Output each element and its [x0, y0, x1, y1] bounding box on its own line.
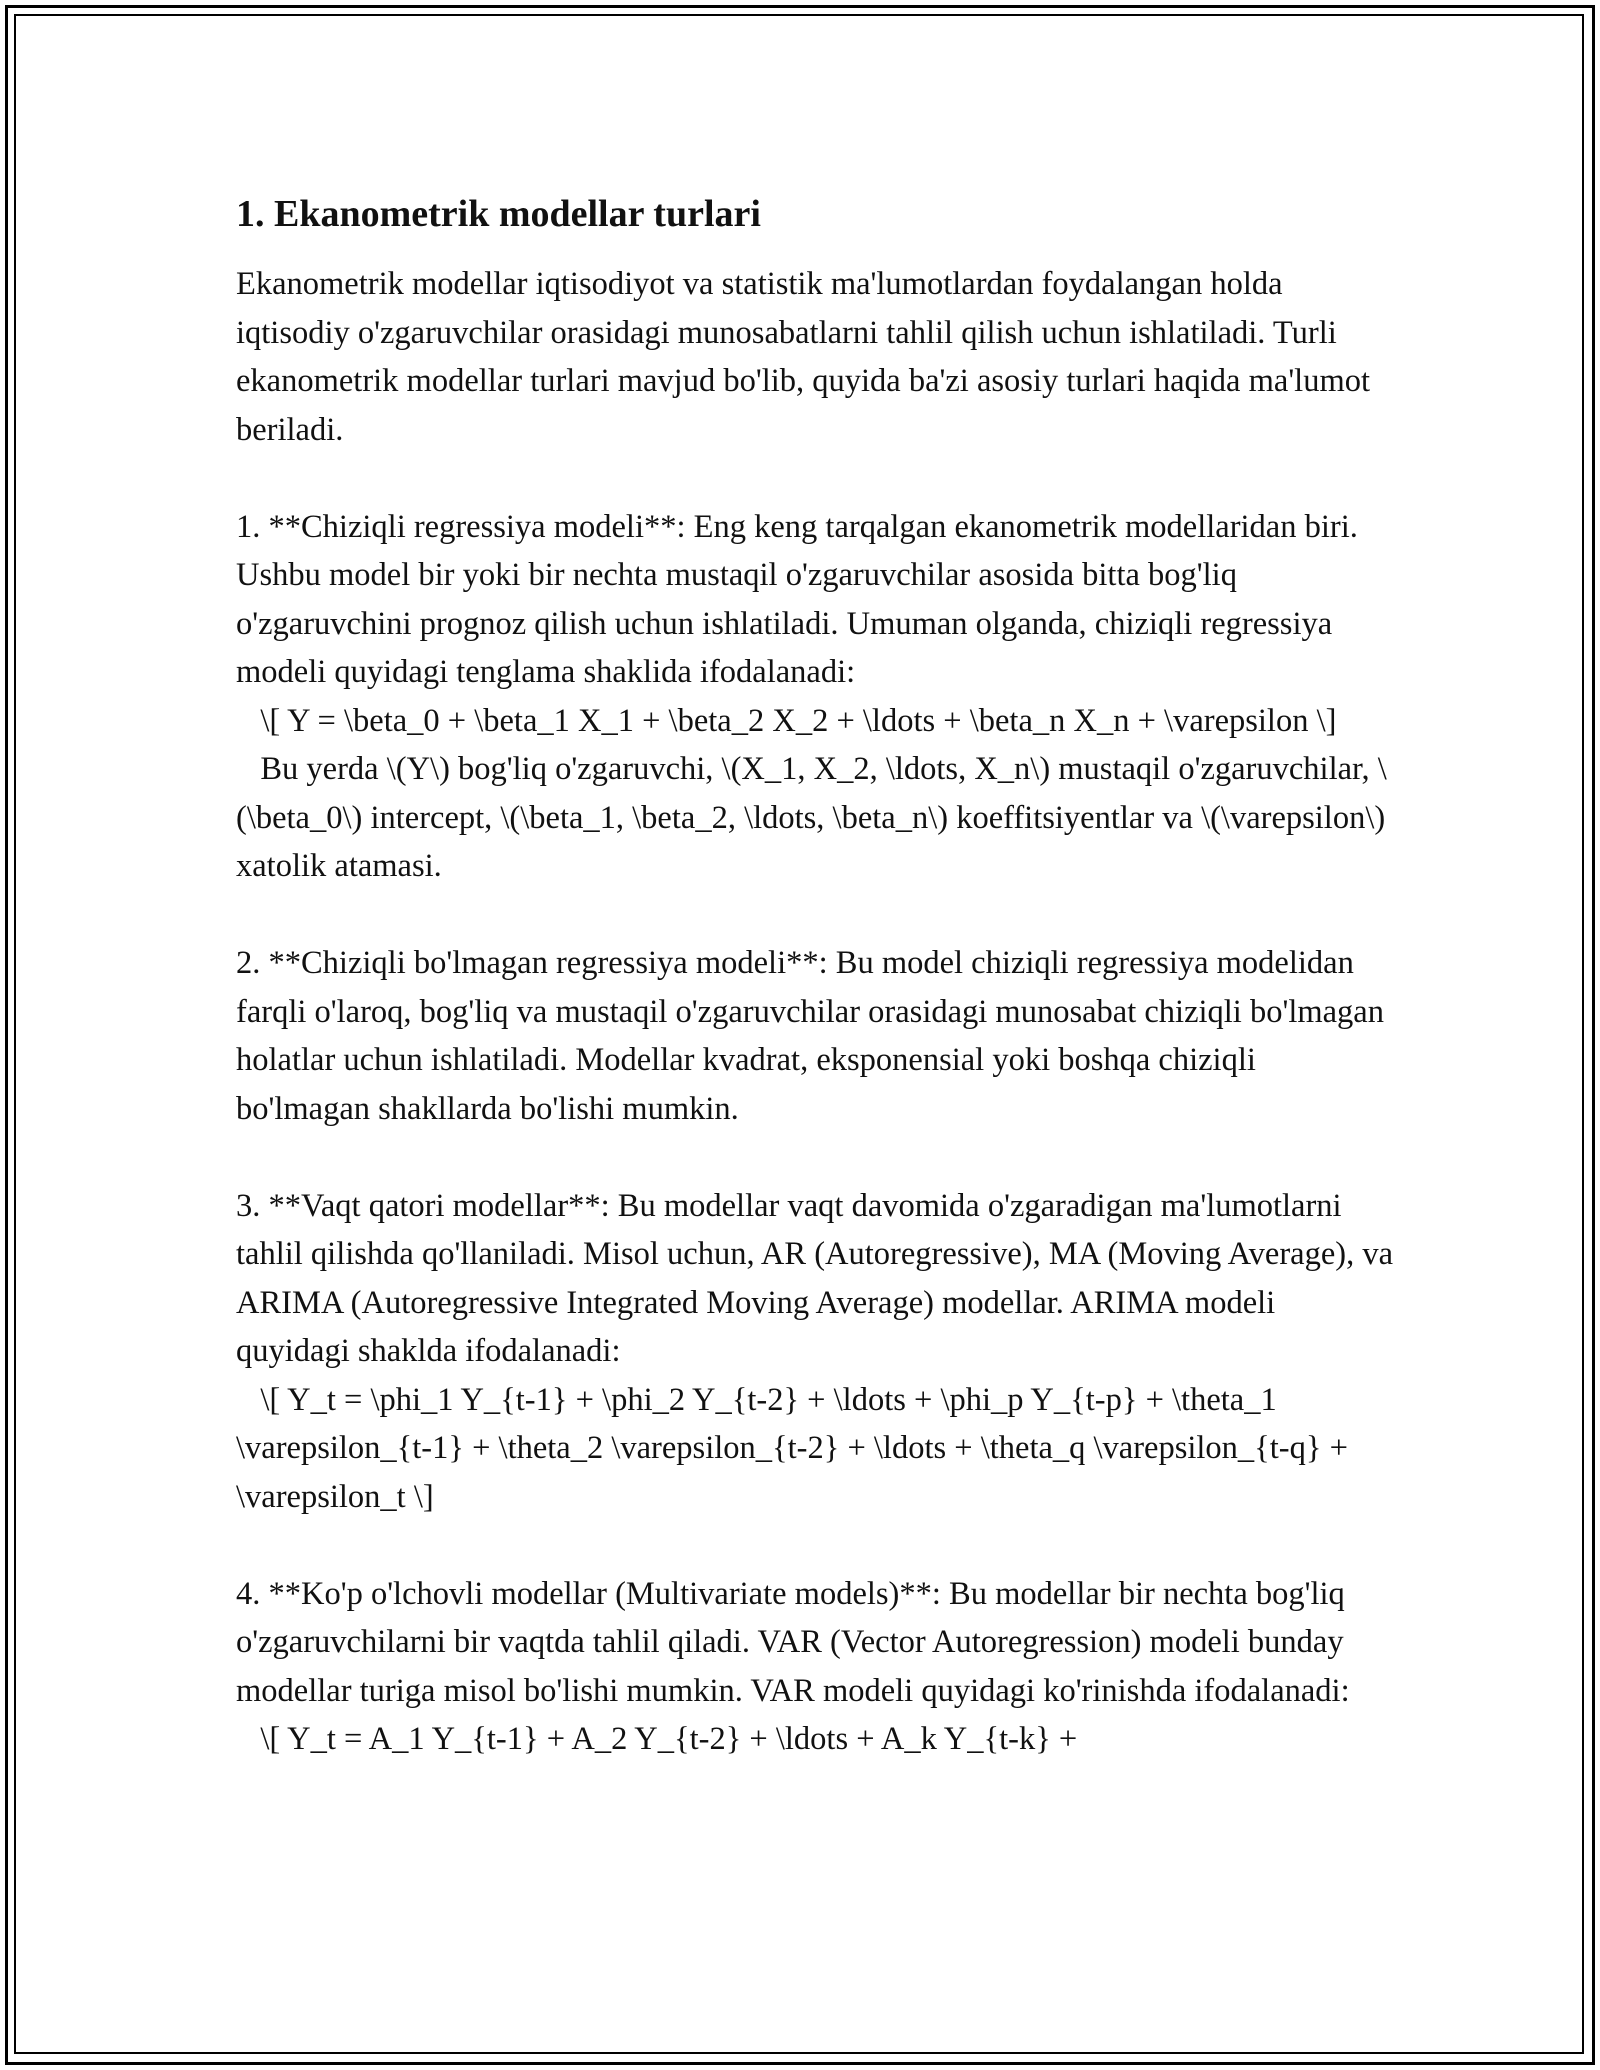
intro-paragraph: Ekanometrik modellar iqtisodiyot va statistik ma'lumotlardan foydalangan holda iqtisodiy o'zgaruvchilar orasidagi munosabatlarni tahlil qilish uchun ishlatiladi. Turli ekanometrik modellar turlari mavjud bo'lib, quyida ba'zi asosiy turlari haqida ma'lumot beriladi. — [236, 266, 1379, 448]
paragraph-spacer — [236, 1521, 1396, 1570]
paragraph-spacer — [236, 891, 1396, 940]
list-item-linear-regression: 1. **Chiziqli regressiya modeli**: Eng keng tarqalgan ekanometrik modellaridan biri. Ushbu model bir yoki bir nechta mustaqil o'zgaruvchilar asosida bitta bog'liq o'zgaruvchini prognoz qilish uchun ishlatiladi. Umuman olganda, chiziqli regressiya modeli quyidagi tenglama shaklida ifodalanadi: \[ Y = \beta_0 + \beta_1 X_1 + \beta_2 X_2 + \ldots + \beta_n X_n + \varepsilon \] Bu yerda \(Y\) bog'liq o'zgaruvchi, \(X_1, X_2, \ldots, X_n\) mustaqil o'zgaruvchilar, \(\beta_0\) intercept, \(\beta_1, \beta_2, \ldots, \beta_n\) koeffitsiyentlar va \(\varepsilon\) xatolik atamasi. — [236, 508, 1387, 884]
paragraph-spacer — [236, 454, 1396, 503]
document-page — [236, 190, 1396, 1764]
list-item-time-series: 3. **Vaqt qatori modellar**: Bu modellar vaqt davomida o'zgaradigan ma'lumotlarni tahlil qilishda qo'llaniladi. Misol uchun, AR (Autoregressive), MA (Moving Average), va ARIMA (Autoregressive Integrated Moving Average) modellar. ARIMA modeli quyidagi shaklda ifodalanadi: \[ Y_t = \phi_1 Y_{t-1} + \phi_2 Y_{t-2} + \ldots + \phi_p Y_{t-p} + \theta_1 \varepsilon_{t-1} + \theta_2 \varepsilon_{t-2} + \ldots + \theta_q \varepsilon_{t-q} + \varepsilon_t \] — [236, 1187, 1394, 1515]
list-item-nonlinear-regression: 2. **Chiziqli bo'lmagan regressiya modeli**: Bu model chiziqli regressiya modelidan farqli o'laroq, bog'liq va mustaqil o'zgaruvchilar orasidagi munosabat chiziqli bo'lmagan holatlar uchun ishlatiladi. Modellar kvadrat, eksponensial yoki boshqa chiziqli bo'lmagan shakllarda bo'lishi mumkin. — [236, 945, 1393, 1127]
list-item-multivariate: 4. **Ko'p o'lchovli modellar (Multivariate models)**: Bu modellar bir nechta bog'liq o'zgaruvchilarni bir vaqtda tahlil qiladi. VAR (Vector Autoregression) modeli bunday modellar turiga misol bo'lishi mumkin. VAR modeli quyidagi ko'rinishda ifodalanadi: \[ Y_t = A_1 Y_{t-1} + A_2 Y_{t-2} + \ldots + A_k Y_{t-k} + — [236, 1575, 1350, 1757]
paragraph-spacer — [236, 1133, 1396, 1182]
section-title: 1. Ekanometrik modellar turlari — [236, 193, 761, 235]
